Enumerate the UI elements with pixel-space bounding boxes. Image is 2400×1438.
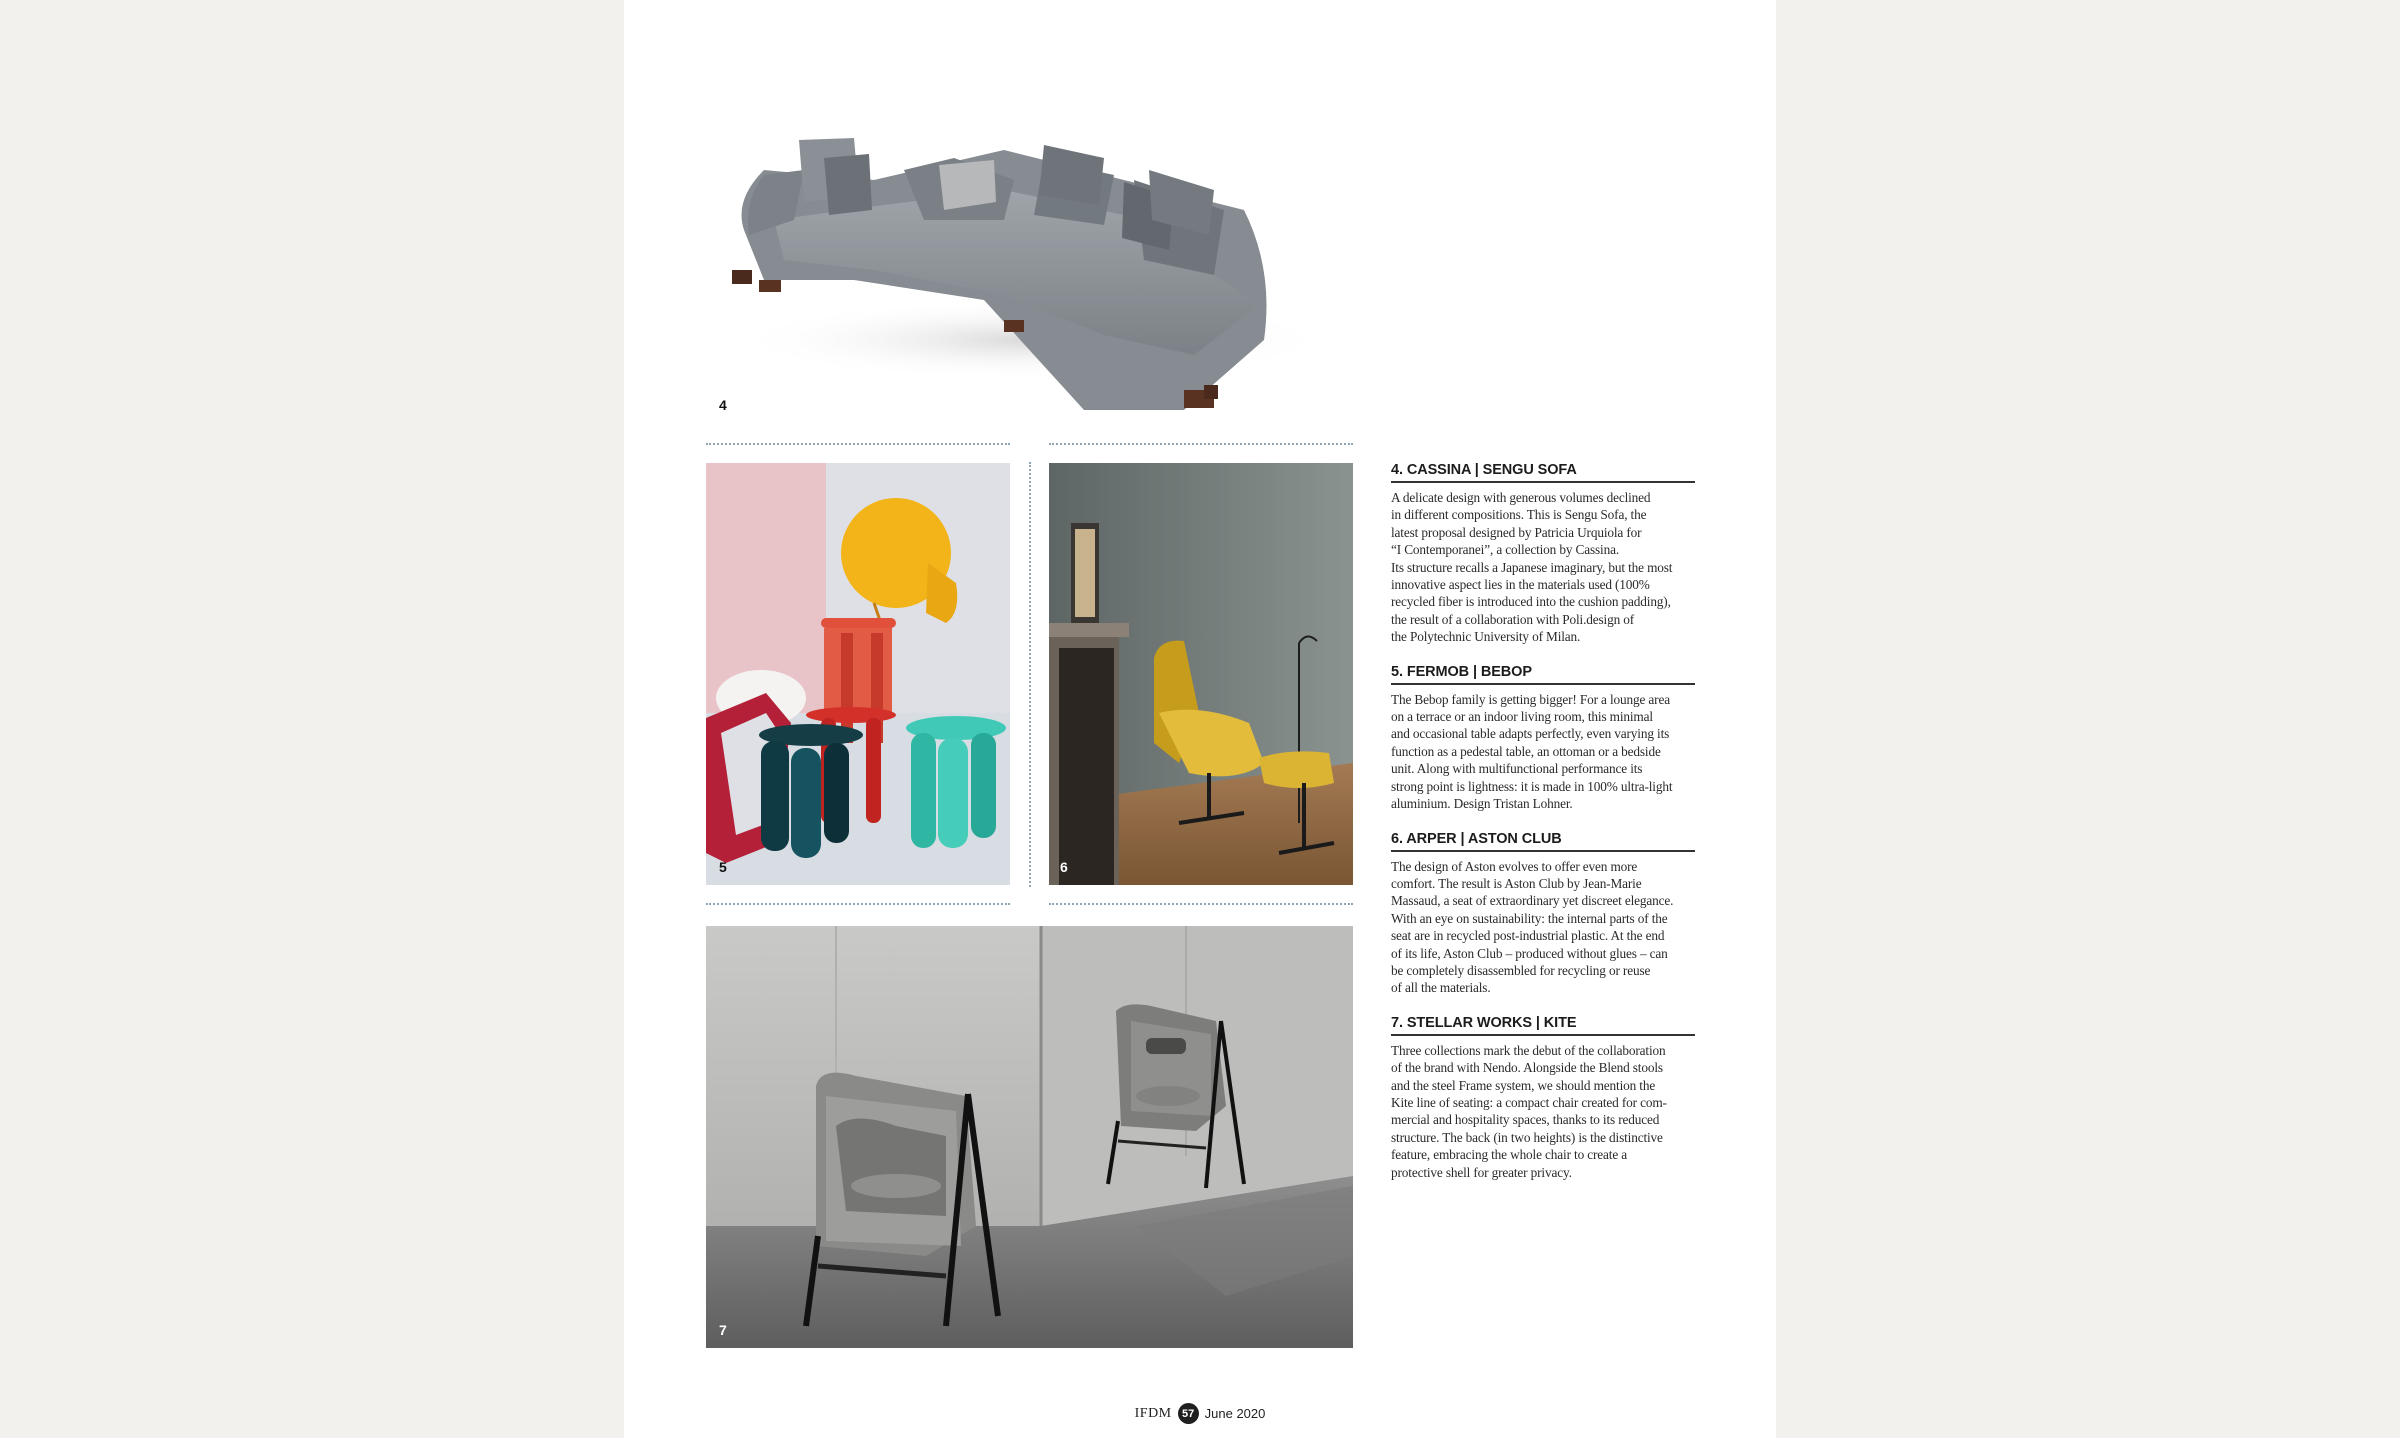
entry-stellar-works-kite [1391,1015,1695,1181]
photo-arper-aston-club [1049,463,1353,885]
footer-date: June 2020 [1204,1406,1266,1421]
entry-heading: 5. FERMOB | BEBOP [1391,664,1695,685]
page-footer [624,1403,1776,1424]
article-text-column [1391,462,1695,1199]
figure-number-5: 5 [719,859,727,875]
entry-heading: 7. STELLAR WORKS | KITE [1391,1015,1695,1036]
figure-number-4: 4 [719,397,727,413]
kite-illustration [706,926,1353,1348]
page-number-badge: 57 [1178,1403,1199,1424]
aston-club-illustration [1049,463,1353,885]
entry-fermob-bebop [1391,664,1695,813]
entry-arper-aston-club [1391,831,1695,997]
entry-cassina-sengu-sofa [1391,462,1695,646]
figure-number-6: 6 [1060,859,1068,875]
divider-vertical [1029,462,1031,887]
photo-fermob-bebop [706,463,1010,885]
entry-body: The Bebop family is getting bigger! For a lounge area on a terrace or an indoor living room, this minimal and occasional table adapts perfectly, even varying its function as a pedestal table, an ottoman or a bedside unit. Along with multifunctional performance its strong point is lightness: it is made in 100% ultra-light aluminium. Design Tristan Lohner. [1391,691,1673,812]
photo-stellar-works-kite [706,926,1353,1348]
entry-heading: 4. CASSINA | SENGU SOFA [1391,462,1695,483]
entry-body: A delicate design with generous volumes declined in different compositions. This is Sengu Sofa, the latest proposal designed by Patricia Urquiola for “I Contemporanei”, a collection by Cassina. Its structure recalls a Japanese imaginary, but the most innovative aspect lies in the materials used (100% recycled fiber is introduced into the cushion padding), the result of a collaboration with Poli.design of the Polytechnic University of Milan. [1391,490,1673,645]
entry-body: Three collections mark the debut of the collaboration of the brand with Nendo. Alongside the Blend stools and the steel Frame system, we should mention the Kite line of seating: a compact chair created for com- mercial and hospitality spaces, thanks to its reduced structure. The back (in two heights) is the distinctive feature, embracing the whole chair to create a protective shell for greater privacy. [1391,1042,1667,1180]
figure-number-7: 7 [719,1322,727,1338]
divider-mid-right [1049,903,1353,905]
divider-top-left [706,443,1010,445]
divider-mid-left [706,903,1010,905]
magazine-page [624,0,1776,1438]
divider-top-right [1049,443,1353,445]
footer-brand: IFDM [1134,1405,1172,1421]
entry-body: The design of Aston evolves to offer even more comfort. The result is Aston Club by Jean-Marie Massaud, a seat of extraordinary yet discreet elegance. With an eye on sustainability: the internal parts of the seat are in recycled post-industrial plastic. At the end of its life, Aston Club – produced without glues – can be completely disassembled for recycling or reuse of all the materials. [1391,858,1674,996]
bebop-illustration [706,463,1010,885]
photo-sengu-sofa [704,110,1304,420]
sofa-illustration [704,110,1304,420]
entry-heading: 6. ARPER | ASTON CLUB [1391,831,1695,852]
